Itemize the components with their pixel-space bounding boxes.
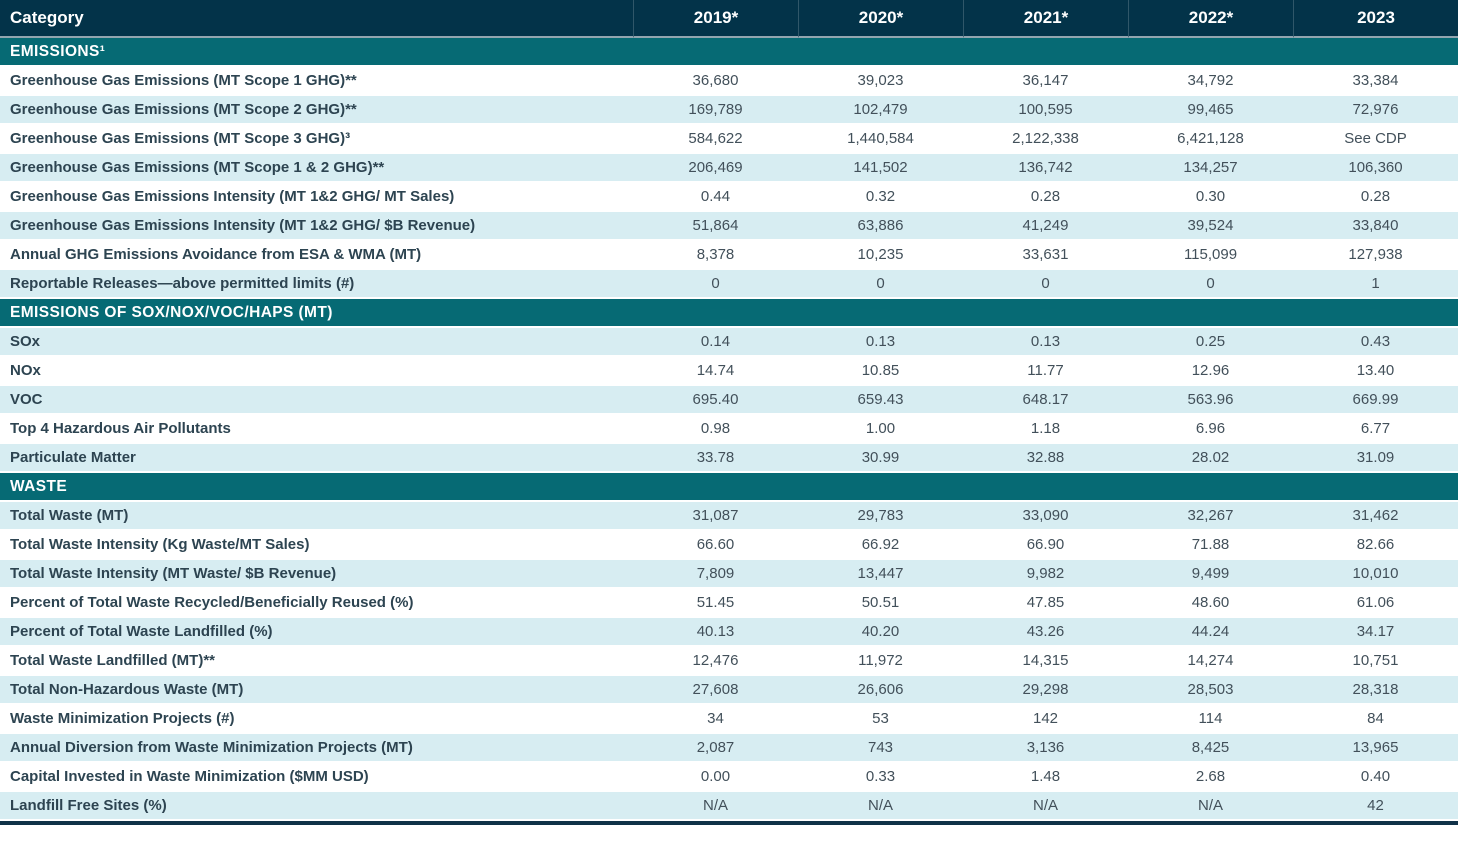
table-row xyxy=(0,154,1458,183)
row-label: Capital Invested in Waste Minimization ($MM USD) xyxy=(0,763,633,792)
table-row xyxy=(0,328,1458,357)
table-row xyxy=(0,183,1458,212)
metric-value: 2,122,338 xyxy=(963,125,1128,154)
table-row xyxy=(0,357,1458,386)
metric-value: See CDP xyxy=(1293,125,1458,154)
metric-value: 53 xyxy=(798,705,963,734)
metric-value: 14,315 xyxy=(963,647,1128,676)
metric-value: 31,462 xyxy=(1293,502,1458,531)
metric-value: 6.77 xyxy=(1293,415,1458,444)
metric-value: 100,595 xyxy=(963,96,1128,125)
metric-value: 0.28 xyxy=(1293,183,1458,212)
metric-value: 47.85 xyxy=(963,589,1128,618)
table-row xyxy=(0,67,1458,96)
metric-value: 1.18 xyxy=(963,415,1128,444)
metric-value: 71.88 xyxy=(1128,531,1293,560)
table-row xyxy=(0,270,1458,299)
metric-value: 169,789 xyxy=(633,96,798,125)
metric-value: 142 xyxy=(963,705,1128,734)
metric-value: 0.43 xyxy=(1293,328,1458,357)
metric-value: 10.85 xyxy=(798,357,963,386)
section-header-row xyxy=(0,473,1458,502)
metric-value: 34 xyxy=(633,705,798,734)
table-row xyxy=(0,705,1458,734)
metric-value: 0.00 xyxy=(633,763,798,792)
row-label: Annual GHG Emissions Avoidance from ESA & WMA (MT) xyxy=(0,241,633,270)
metric-value: 32.88 xyxy=(963,444,1128,473)
metric-value: 141,502 xyxy=(798,154,963,183)
metric-value: 42 xyxy=(1293,792,1458,821)
metric-value: 0.98 xyxy=(633,415,798,444)
row-label: Landfill Free Sites (%) xyxy=(0,792,633,821)
metric-value: 99,465 xyxy=(1128,96,1293,125)
row-label: Percent of Total Waste Recycled/Beneficially Reused (%) xyxy=(0,589,633,618)
metric-value: 0.33 xyxy=(798,763,963,792)
metric-value: N/A xyxy=(633,792,798,821)
metric-value: 1,440,584 xyxy=(798,125,963,154)
metric-value: 31,087 xyxy=(633,502,798,531)
row-label: VOC xyxy=(0,386,633,415)
section-header-row xyxy=(0,38,1458,67)
row-label: Total Waste (MT) xyxy=(0,502,633,531)
metric-value: 12,476 xyxy=(633,647,798,676)
metric-value: 41,249 xyxy=(963,212,1128,241)
row-label: Waste Minimization Projects (#) xyxy=(0,705,633,734)
row-label: Total Waste Landfilled (MT)** xyxy=(0,647,633,676)
table-row xyxy=(0,589,1458,618)
row-label: Greenhouse Gas Emissions (MT Scope 1 & 2 GHG)** xyxy=(0,154,633,183)
metric-value: 695.40 xyxy=(633,386,798,415)
column-header-year: 2022* xyxy=(1128,0,1293,38)
row-label: Greenhouse Gas Emissions Intensity (MT 1&2 GHG/ $B Revenue) xyxy=(0,212,633,241)
metric-value: 66.60 xyxy=(633,531,798,560)
metric-value: 34.17 xyxy=(1293,618,1458,647)
metric-value: 0.13 xyxy=(798,328,963,357)
table-row xyxy=(0,415,1458,444)
column-header-year: 2023 xyxy=(1293,0,1458,38)
metric-value: 9,982 xyxy=(963,560,1128,589)
metric-value: N/A xyxy=(798,792,963,821)
metric-value: 28,318 xyxy=(1293,676,1458,705)
table-row xyxy=(0,212,1458,241)
metric-value: 34,792 xyxy=(1128,67,1293,96)
row-label: Total Waste Intensity (MT Waste/ $B Revenue) xyxy=(0,560,633,589)
metric-value: 115,099 xyxy=(1128,241,1293,270)
metric-value: 40.20 xyxy=(798,618,963,647)
row-label: Total Non-Hazardous Waste (MT) xyxy=(0,676,633,705)
metric-value: 51.45 xyxy=(633,589,798,618)
table-row xyxy=(0,241,1458,270)
table-row xyxy=(0,444,1458,473)
metric-value: 14,274 xyxy=(1128,647,1293,676)
metric-value: 659.43 xyxy=(798,386,963,415)
row-label: Greenhouse Gas Emissions (MT Scope 3 GHG)³ xyxy=(0,125,633,154)
metric-value: 51,864 xyxy=(633,212,798,241)
table-row xyxy=(0,531,1458,560)
metric-value: N/A xyxy=(963,792,1128,821)
metric-value: 1 xyxy=(1293,270,1458,299)
metric-value: 102,479 xyxy=(798,96,963,125)
section-header-row xyxy=(0,299,1458,328)
metric-value: 13,447 xyxy=(798,560,963,589)
metric-value: 50.51 xyxy=(798,589,963,618)
metric-value: 134,257 xyxy=(1128,154,1293,183)
metric-value: 33.78 xyxy=(633,444,798,473)
metric-value: 9,499 xyxy=(1128,560,1293,589)
metric-value: 44.24 xyxy=(1128,618,1293,647)
row-label: Total Waste Intensity (Kg Waste/MT Sales) xyxy=(0,531,633,560)
row-label: SOx xyxy=(0,328,633,357)
column-header-category: Category xyxy=(0,0,633,38)
metric-value: 0.25 xyxy=(1128,328,1293,357)
metric-value: 28,503 xyxy=(1128,676,1293,705)
metric-value: 136,742 xyxy=(963,154,1128,183)
metric-value: 0.28 xyxy=(963,183,1128,212)
metric-value: 0.13 xyxy=(963,328,1128,357)
metric-value: 33,631 xyxy=(963,241,1128,270)
column-header-year: 2020* xyxy=(798,0,963,38)
metric-value: 33,384 xyxy=(1293,67,1458,96)
section-title: WASTE xyxy=(0,473,1458,502)
metric-value: 28.02 xyxy=(1128,444,1293,473)
metric-value: 2.68 xyxy=(1128,763,1293,792)
row-label: Annual Diversion from Waste Minimization Projects (MT) xyxy=(0,734,633,763)
metric-value: 32,267 xyxy=(1128,502,1293,531)
metric-value: 12.96 xyxy=(1128,357,1293,386)
metric-value: 66.92 xyxy=(798,531,963,560)
row-label: Greenhouse Gas Emissions (MT Scope 2 GHG)** xyxy=(0,96,633,125)
metric-value: 39,023 xyxy=(798,67,963,96)
metric-value: 72,976 xyxy=(1293,96,1458,125)
metric-value: 27,608 xyxy=(633,676,798,705)
metric-value: 33,090 xyxy=(963,502,1128,531)
metric-value: 0 xyxy=(633,270,798,299)
section-title: EMISSIONS OF SOX/NOX/VOC/HAPS (MT) xyxy=(0,299,1458,328)
metric-value: 13,965 xyxy=(1293,734,1458,763)
metric-value: 6.96 xyxy=(1128,415,1293,444)
metric-value: 3,136 xyxy=(963,734,1128,763)
metric-value: 29,783 xyxy=(798,502,963,531)
metric-value: 0.44 xyxy=(633,183,798,212)
row-label: Reportable Releases—above permitted limits (#) xyxy=(0,270,633,299)
metric-value: 0 xyxy=(798,270,963,299)
metric-value: 0.14 xyxy=(633,328,798,357)
metric-value: 563.96 xyxy=(1128,386,1293,415)
metric-value: 26,606 xyxy=(798,676,963,705)
metric-value: 30.99 xyxy=(798,444,963,473)
metric-value: 39,524 xyxy=(1128,212,1293,241)
table-row xyxy=(0,763,1458,792)
metric-value: 106,360 xyxy=(1293,154,1458,183)
row-label: Top 4 Hazardous Air Pollutants xyxy=(0,415,633,444)
metric-value: 11,972 xyxy=(798,647,963,676)
metric-value: 7,809 xyxy=(633,560,798,589)
column-header-year: 2019* xyxy=(633,0,798,38)
metric-value: 127,938 xyxy=(1293,241,1458,270)
metric-value: 66.90 xyxy=(963,531,1128,560)
table-row xyxy=(0,676,1458,705)
row-label: Particulate Matter xyxy=(0,444,633,473)
metric-value: 584,622 xyxy=(633,125,798,154)
metric-value: 11.77 xyxy=(963,357,1128,386)
metric-value: 0.40 xyxy=(1293,763,1458,792)
table-row xyxy=(0,502,1458,531)
table-row xyxy=(0,386,1458,415)
metric-value: 669.99 xyxy=(1293,386,1458,415)
table-row xyxy=(0,618,1458,647)
metric-value: 84 xyxy=(1293,705,1458,734)
table-row xyxy=(0,125,1458,154)
table-row xyxy=(0,96,1458,125)
metric-value: 13.40 xyxy=(1293,357,1458,386)
metric-value: 33,840 xyxy=(1293,212,1458,241)
metric-value: 10,751 xyxy=(1293,647,1458,676)
section-title: EMISSIONS¹ xyxy=(0,38,1458,67)
row-label: Greenhouse Gas Emissions (MT Scope 1 GHG)** xyxy=(0,67,633,96)
row-label: NOx xyxy=(0,357,633,386)
table-row xyxy=(0,560,1458,589)
metric-value: 82.66 xyxy=(1293,531,1458,560)
metric-value: 114 xyxy=(1128,705,1293,734)
metric-value: 2,087 xyxy=(633,734,798,763)
metric-value: 14.74 xyxy=(633,357,798,386)
metric-value: 36,680 xyxy=(633,67,798,96)
metric-value: 743 xyxy=(798,734,963,763)
metric-value: 6,421,128 xyxy=(1128,125,1293,154)
table-header-row xyxy=(0,0,1458,38)
metric-value: N/A xyxy=(1128,792,1293,821)
metric-value: 0 xyxy=(963,270,1128,299)
metric-value: 1.48 xyxy=(963,763,1128,792)
metric-value: 10,235 xyxy=(798,241,963,270)
table-row xyxy=(0,647,1458,676)
metric-value: 63,886 xyxy=(798,212,963,241)
column-header-year: 2021* xyxy=(963,0,1128,38)
metric-value: 43.26 xyxy=(963,618,1128,647)
row-label: Percent of Total Waste Landfilled (%) xyxy=(0,618,633,647)
metric-value: 8,425 xyxy=(1128,734,1293,763)
row-label: Greenhouse Gas Emissions Intensity (MT 1&2 GHG/ MT Sales) xyxy=(0,183,633,212)
metric-value: 206,469 xyxy=(633,154,798,183)
metric-value: 1.00 xyxy=(798,415,963,444)
metric-value: 29,298 xyxy=(963,676,1128,705)
metric-value: 48.60 xyxy=(1128,589,1293,618)
table-row xyxy=(0,734,1458,763)
metric-value: 40.13 xyxy=(633,618,798,647)
metric-value: 8,378 xyxy=(633,241,798,270)
metric-value: 61.06 xyxy=(1293,589,1458,618)
metric-value: 31.09 xyxy=(1293,444,1458,473)
metric-value: 0.32 xyxy=(798,183,963,212)
metric-value: 10,010 xyxy=(1293,560,1458,589)
metric-value: 648.17 xyxy=(963,386,1128,415)
metric-value: 0 xyxy=(1128,270,1293,299)
table-row xyxy=(0,792,1458,821)
metric-value: 0.30 xyxy=(1128,183,1293,212)
metric-value: 36,147 xyxy=(963,67,1128,96)
